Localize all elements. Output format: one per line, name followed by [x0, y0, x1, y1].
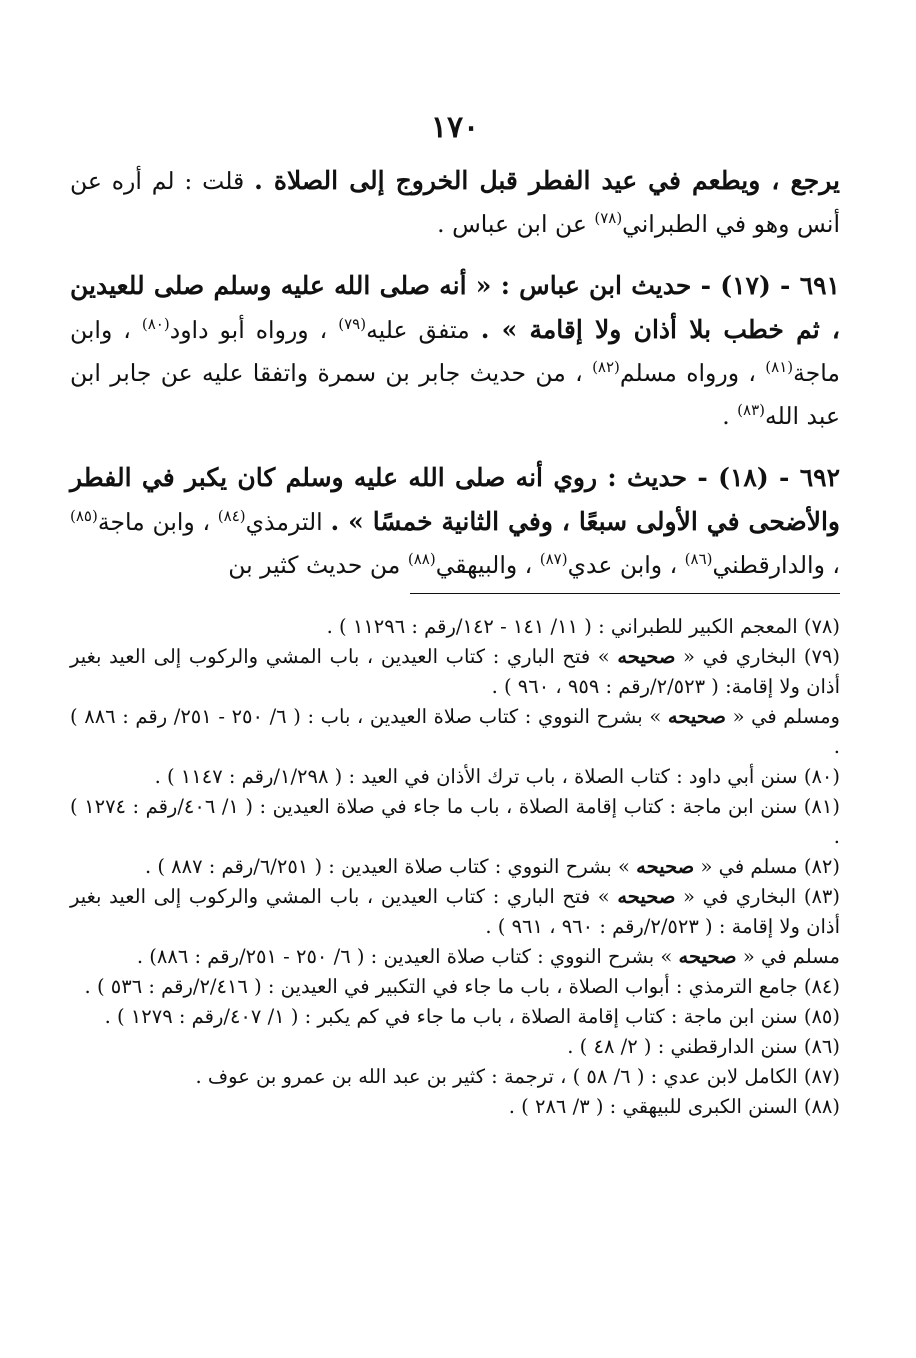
- footnote-83-keyword: صحيحه: [617, 885, 676, 908]
- hadith-692-text: ، وابن ماجة: [97, 508, 218, 536]
- footnote-82: [70, 852, 840, 882]
- hadith-692-text: الترمذي: [245, 508, 331, 536]
- footnote-ref-87[interactable]: (٨٧): [539, 550, 568, 569]
- footnote-84: (٨٤) جامع الترمذي : أبواب الصلاة ، باب ما جاء في التكبير في العيدين : ( ٢/٤١٦/رقم : ٥٣٦ ) .: [84, 975, 840, 998]
- footnote-83-text: » فتح الباري : كتاب العيدين ، باب المشي والركوب إلى العيد بغير أذان ولا إقامة : ( ٢/٥٢٣/رقم : ٩٦٠ ، ٩٦١ ) .: [70, 885, 840, 938]
- footnote-ref-78[interactable]: (٧٨): [594, 209, 623, 228]
- book-page: [70, 110, 840, 1122]
- footnote-79-text: » فتح الباري : كتاب العيدين ، باب المشي والركوب إلى العيد بغير أذان ولا إقامة: ( ٢/٥٢٣/رقم : ٩٥٩ ، ٩٦٠ ) .: [70, 645, 840, 698]
- footnote-88: (٨٨) السنن الكبرى للبيهقي : ( ٣/ ٢٨٦ ) .: [508, 1095, 840, 1118]
- footnote-87: (٨٧) الكامل لابن عدي : ( ٦/ ٥٨ ) ، ترجمة : كثير بن عبد الله بن عمرو بن عوف .: [195, 1065, 840, 1088]
- footnote-86: (٨٦) سنن الدارقطني : ( ٢/ ٤٨ ) .: [567, 1035, 840, 1058]
- hadith-691: [70, 264, 840, 438]
- footnote-82-text: (٨٢) مسلم في «: [694, 855, 840, 878]
- footnote-83-muslim-text: » بشرح النووي : كتاب صلاة العيدين : ( ٦/ ٢٥٠ - ٢٥١/رقم : ٨٨٦) .: [136, 945, 679, 968]
- hadith-691-text: ، ورواه أبو داود: [169, 316, 339, 344]
- hadith-691-text: متفق عليه: [366, 316, 481, 344]
- footnote-ref-83[interactable]: (٨٣): [737, 401, 765, 420]
- footnote-ref-84[interactable]: (٨٤): [217, 507, 246, 526]
- footnote-83-muslim-keyword: صحيحه: [678, 945, 737, 968]
- intro-tail: عن ابن عباس .: [437, 210, 595, 238]
- footnote-85: (٨٥) سنن ابن ماجة : كتاب إقامة الصلاة ، باب ما جاء في كم يكبر : ( ١/ ٤٠٧/رقم : ١٢٧٩ ) .: [104, 1005, 840, 1028]
- footnote-79-muslim: [70, 702, 840, 762]
- footnotes-section: [70, 612, 840, 1122]
- footnote-79-muslim-text: » بشرح النووي : كتاب صلاة العيدين ، باب : ( ٦/ ٢٥٠ - ٢٥١/ رقم : ٨٨٦ ) .: [70, 705, 840, 758]
- hadith-692: [70, 456, 840, 587]
- footnote-78: (٧٨) المعجم الكبير للطبراني : ( ١١/ ١٤١ - ١٤٢/رقم : ١١٢٩٦ ) .: [326, 615, 840, 638]
- footnote-83-muslim-text: مسلم في «: [736, 945, 840, 968]
- footnote-83-muslim: [70, 942, 840, 972]
- hadith-691-text: .: [722, 402, 738, 430]
- footnote-ref-80[interactable]: (٨٠): [141, 315, 170, 334]
- footnote-82-keyword: صحيحه: [636, 855, 695, 878]
- intro-bold: يرجع ، ويطعم في عيد الفطر قبل الخروج إلى الصلاة .: [254, 166, 840, 195]
- footnote-82-text: » بشرح النووي : كتاب صلاة العيدين : ( ٦/٢٥١/رقم : ٨٨٧ ) .: [144, 855, 637, 878]
- hadith-692-text: من حديث كثير بن: [228, 551, 408, 579]
- footnote-80: (٨٠) سنن أبي داود : كتاب الصلاة ، باب ترك الأذان في العيد : ( ١/٢٩٨/رقم : ١١٤٧ ) .: [154, 765, 840, 788]
- hadith-691-text: ، وابن ماجة: [70, 316, 841, 387]
- hadith-692-text: ، والدارقطني: [712, 551, 840, 579]
- footnote-ref-82[interactable]: (٨٢): [592, 358, 620, 377]
- footnote-79-muslim-text: ومسلم في «: [725, 705, 840, 728]
- footnote-ref-88[interactable]: (٨٨): [407, 550, 436, 569]
- footnote-divider: [410, 593, 840, 594]
- intro-text: قلت : لم أره عن أنس وهو في الطبراني: [70, 167, 840, 238]
- footnote-79-muslim-keyword: صحيحه: [667, 705, 726, 728]
- hadith-692-text: ، وابن عدي: [567, 551, 685, 579]
- page-number: ١٧٠: [430, 110, 480, 145]
- hadith-691-text: ، من حديث جابر بن سمرة واتفقا عليه عن جابر ابن عبد الله: [70, 359, 840, 430]
- footnote-ref-85[interactable]: (٨٥): [70, 507, 98, 526]
- hadith-692-heading: ٦٩٢ - (١٨) - حديث : روي أنه صلى الله عليه وسلم كان يكبر في الفطر والأضحى في الأولى سبعًا ، وفي الثانية خمسًا » .: [70, 463, 841, 536]
- footnote-79-keyword: صحيحه: [617, 645, 676, 668]
- footnote-ref-81[interactable]: (٨١): [765, 358, 794, 377]
- intro-paragraph: [70, 159, 840, 246]
- footnote-83-text: (٨٣) البخاري في «: [675, 885, 841, 908]
- hadith-691-heading: ٦٩١ - (١٧) - حديث ابن عباس : « أنه صلى الله عليه وسلم صلى للعيدين ، ثم خطب بلا أذان ولا إقامة » .: [70, 271, 840, 344]
- hadith-691-text: ، ورواه مسلم: [619, 359, 766, 387]
- footnote-ref-79[interactable]: (٧٩): [338, 315, 367, 334]
- hadith-692-text: ، والبيهقي: [435, 551, 540, 579]
- main-text: [70, 159, 840, 587]
- footnote-79: [70, 642, 840, 702]
- footnote-83: [70, 882, 840, 942]
- footnote-81: (٨١) سنن ابن ماجة : كتاب إقامة الصلاة ، باب ما جاء في صلاة العيدين : ( ١/ ٤٠٦/رقم : ١٢٧٤ ) .: [70, 795, 840, 848]
- footnote-ref-86[interactable]: (٨٦): [684, 550, 713, 569]
- footnote-79-text: (٧٩) البخاري في «: [675, 645, 841, 668]
